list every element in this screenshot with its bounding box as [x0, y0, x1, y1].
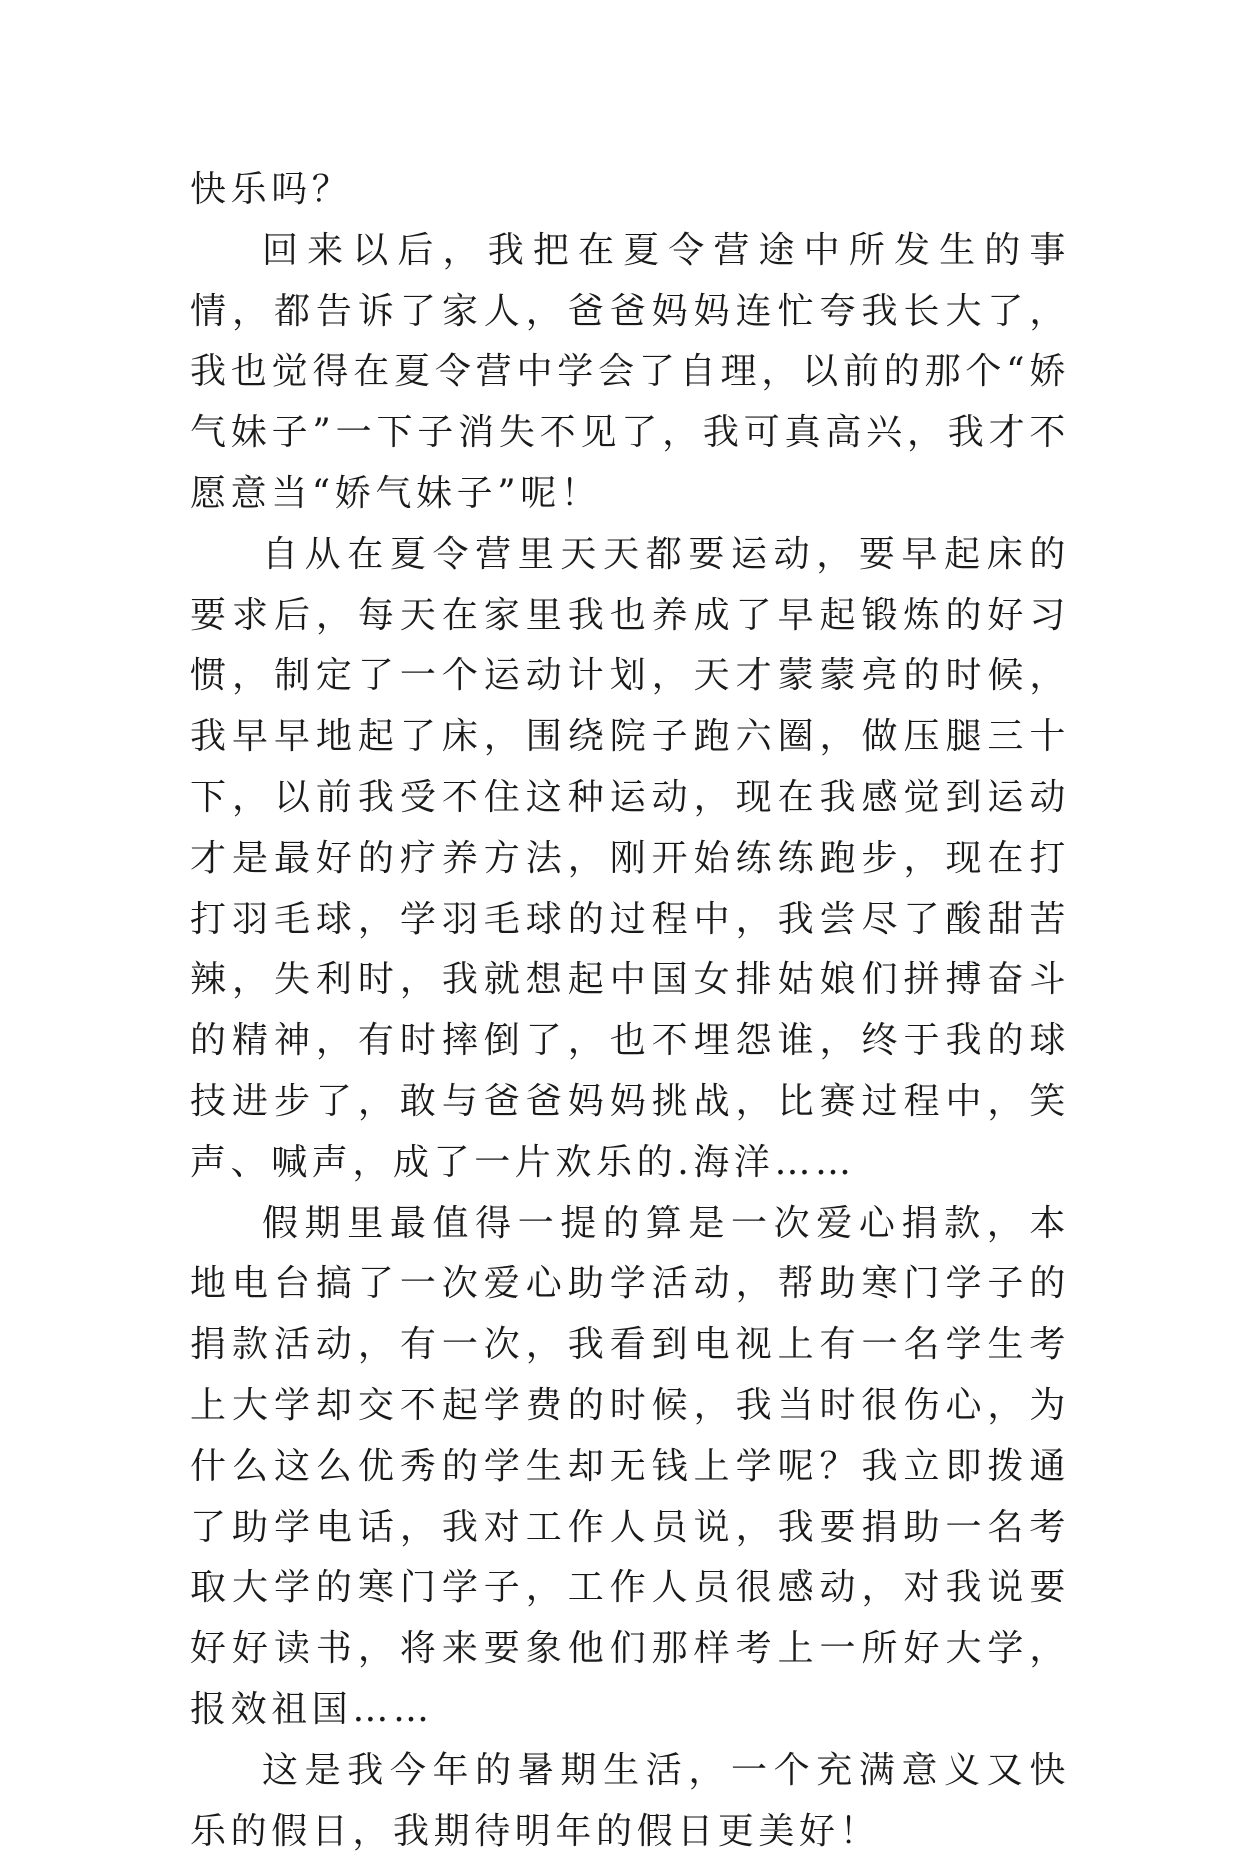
- paragraph-2: 回来以后，我把在夏令营途中所发生的事情，都告诉了家人，爸爸妈妈连忙夸我长大了，我也觉得在夏令营中学会了自理，以前的那个“娇气妹子”一下子消失不见了，我可真高兴，我才不愿意当“娇气妹子”呢！: [190, 229, 1070, 514]
- paragraph-4: 假期里最值得一提的算是一次爱心捐款，本地电台搞了一次爱心助学活动，帮助寒门学子的捐款活动，有一次，我看到电视上有一名学生考上大学却交不起学费的时候，我当时很伤心，为什么这么优秀的学生却无钱上学呢？我立即拨通了助学电话，我对工作人员说，我要捐助一名考取大学的寒门学子，工作人员很感动，对我说要好好读书，将来要象他们那样考上一所好大学，报效祖国……: [190, 1202, 1070, 1730]
- paragraph-1: 快乐吗？: [190, 169, 353, 210]
- paragraph-5: 这是我今年的暑期生活，一个充满意义又快乐的假日，我期待明年的假日更美好！: [190, 1749, 1070, 1852]
- document-body: [190, 160, 1070, 1862]
- paragraph-3: 自从在夏令营里天天都要运动，要早起床的要求后，每天在家里我也养成了早起锻炼的好习惯，制定了一个运动计划，天才蒙蒙亮的时候，我早早地起了床，围绕院子跑六圈，做压腿三十下，以前我受不住这种运动，现在我感觉到运动才是最好的疗养方法，刚开始练练跑步，现在打打羽毛球，学羽毛球的过程中，我尝尽了酸甜苦辣，失利时，我就想起中国女排姑娘们拼搏奋斗的精神，有时摔倒了，也不埋怨谁，终于我的球技进步了，敢与爸爸妈妈挑战，比赛过程中，笑声、喊声，成了一片欢乐的.海洋……: [190, 533, 1070, 1183]
